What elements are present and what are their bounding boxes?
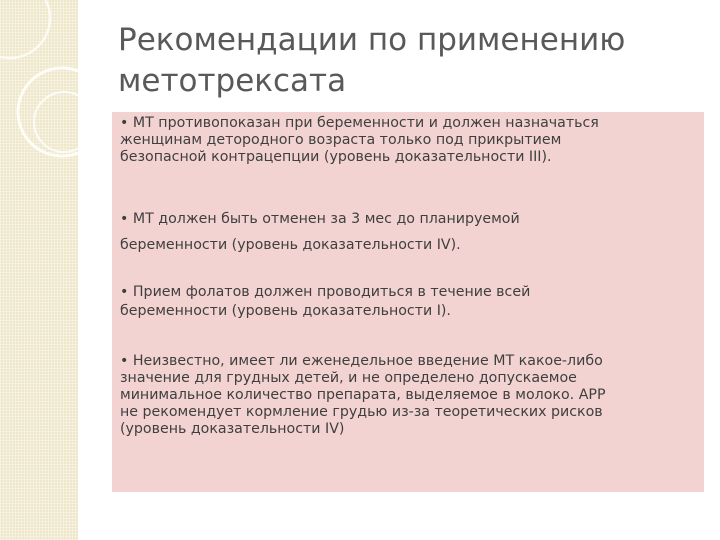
- bullet-1-line-3: безопасной контрацепции (уровень доказательности III).: [120, 149, 552, 165]
- slide-title-line-2: метотрексата: [118, 63, 347, 99]
- bullet-item-2: [120, 206, 700, 258]
- bullet-item-1: [120, 115, 700, 166]
- bullet-icon: •: [120, 353, 129, 369]
- bullet-4-line-2: значение для грудных детей, и не определено допускаемое: [120, 370, 577, 386]
- slide-title-line-1: Рекомендации по применению: [118, 22, 626, 58]
- bullet-item-3: [120, 283, 700, 321]
- bullet-icon: •: [120, 284, 129, 300]
- bullet-3-line-1: Прием фолатов должен проводиться в течение всей: [132, 284, 531, 300]
- bullet-1-line-1: МТ противопоказан при беременности и должен назначаться: [132, 115, 599, 131]
- bullet-item-4: [120, 353, 700, 438]
- bullet-4-line-5: (уровень доказательности IV): [120, 421, 345, 437]
- bullet-2-line-2: беременности (уровень доказательности IV).: [120, 237, 461, 253]
- bullet-icon: •: [120, 115, 129, 131]
- bullet-2-line-1: МТ должен быть отменен за 3 мес до планируемой: [132, 211, 520, 227]
- bullet-3-line-2: беременности (уровень доказательности I).: [120, 303, 451, 319]
- bullet-4-line-1: Неизвестно, имеет ли еженедельное введение МТ какое-либо: [132, 353, 603, 369]
- bullet-icon: •: [120, 211, 129, 227]
- bullet-4-line-4: не рекомендует кормление грудью из-за теоретических рисков: [120, 404, 603, 420]
- bullet-1-line-2: женщинам детородного возраста только под прикрытием: [120, 132, 562, 148]
- slide-title: [118, 20, 698, 102]
- bullet-4-line-3: минимальное количество препарата, выделяемое в молоко. АРР: [120, 387, 606, 403]
- decorative-swirl-icon: [0, 0, 78, 540]
- decorative-side-band: [0, 0, 78, 540]
- content-box: [112, 112, 704, 492]
